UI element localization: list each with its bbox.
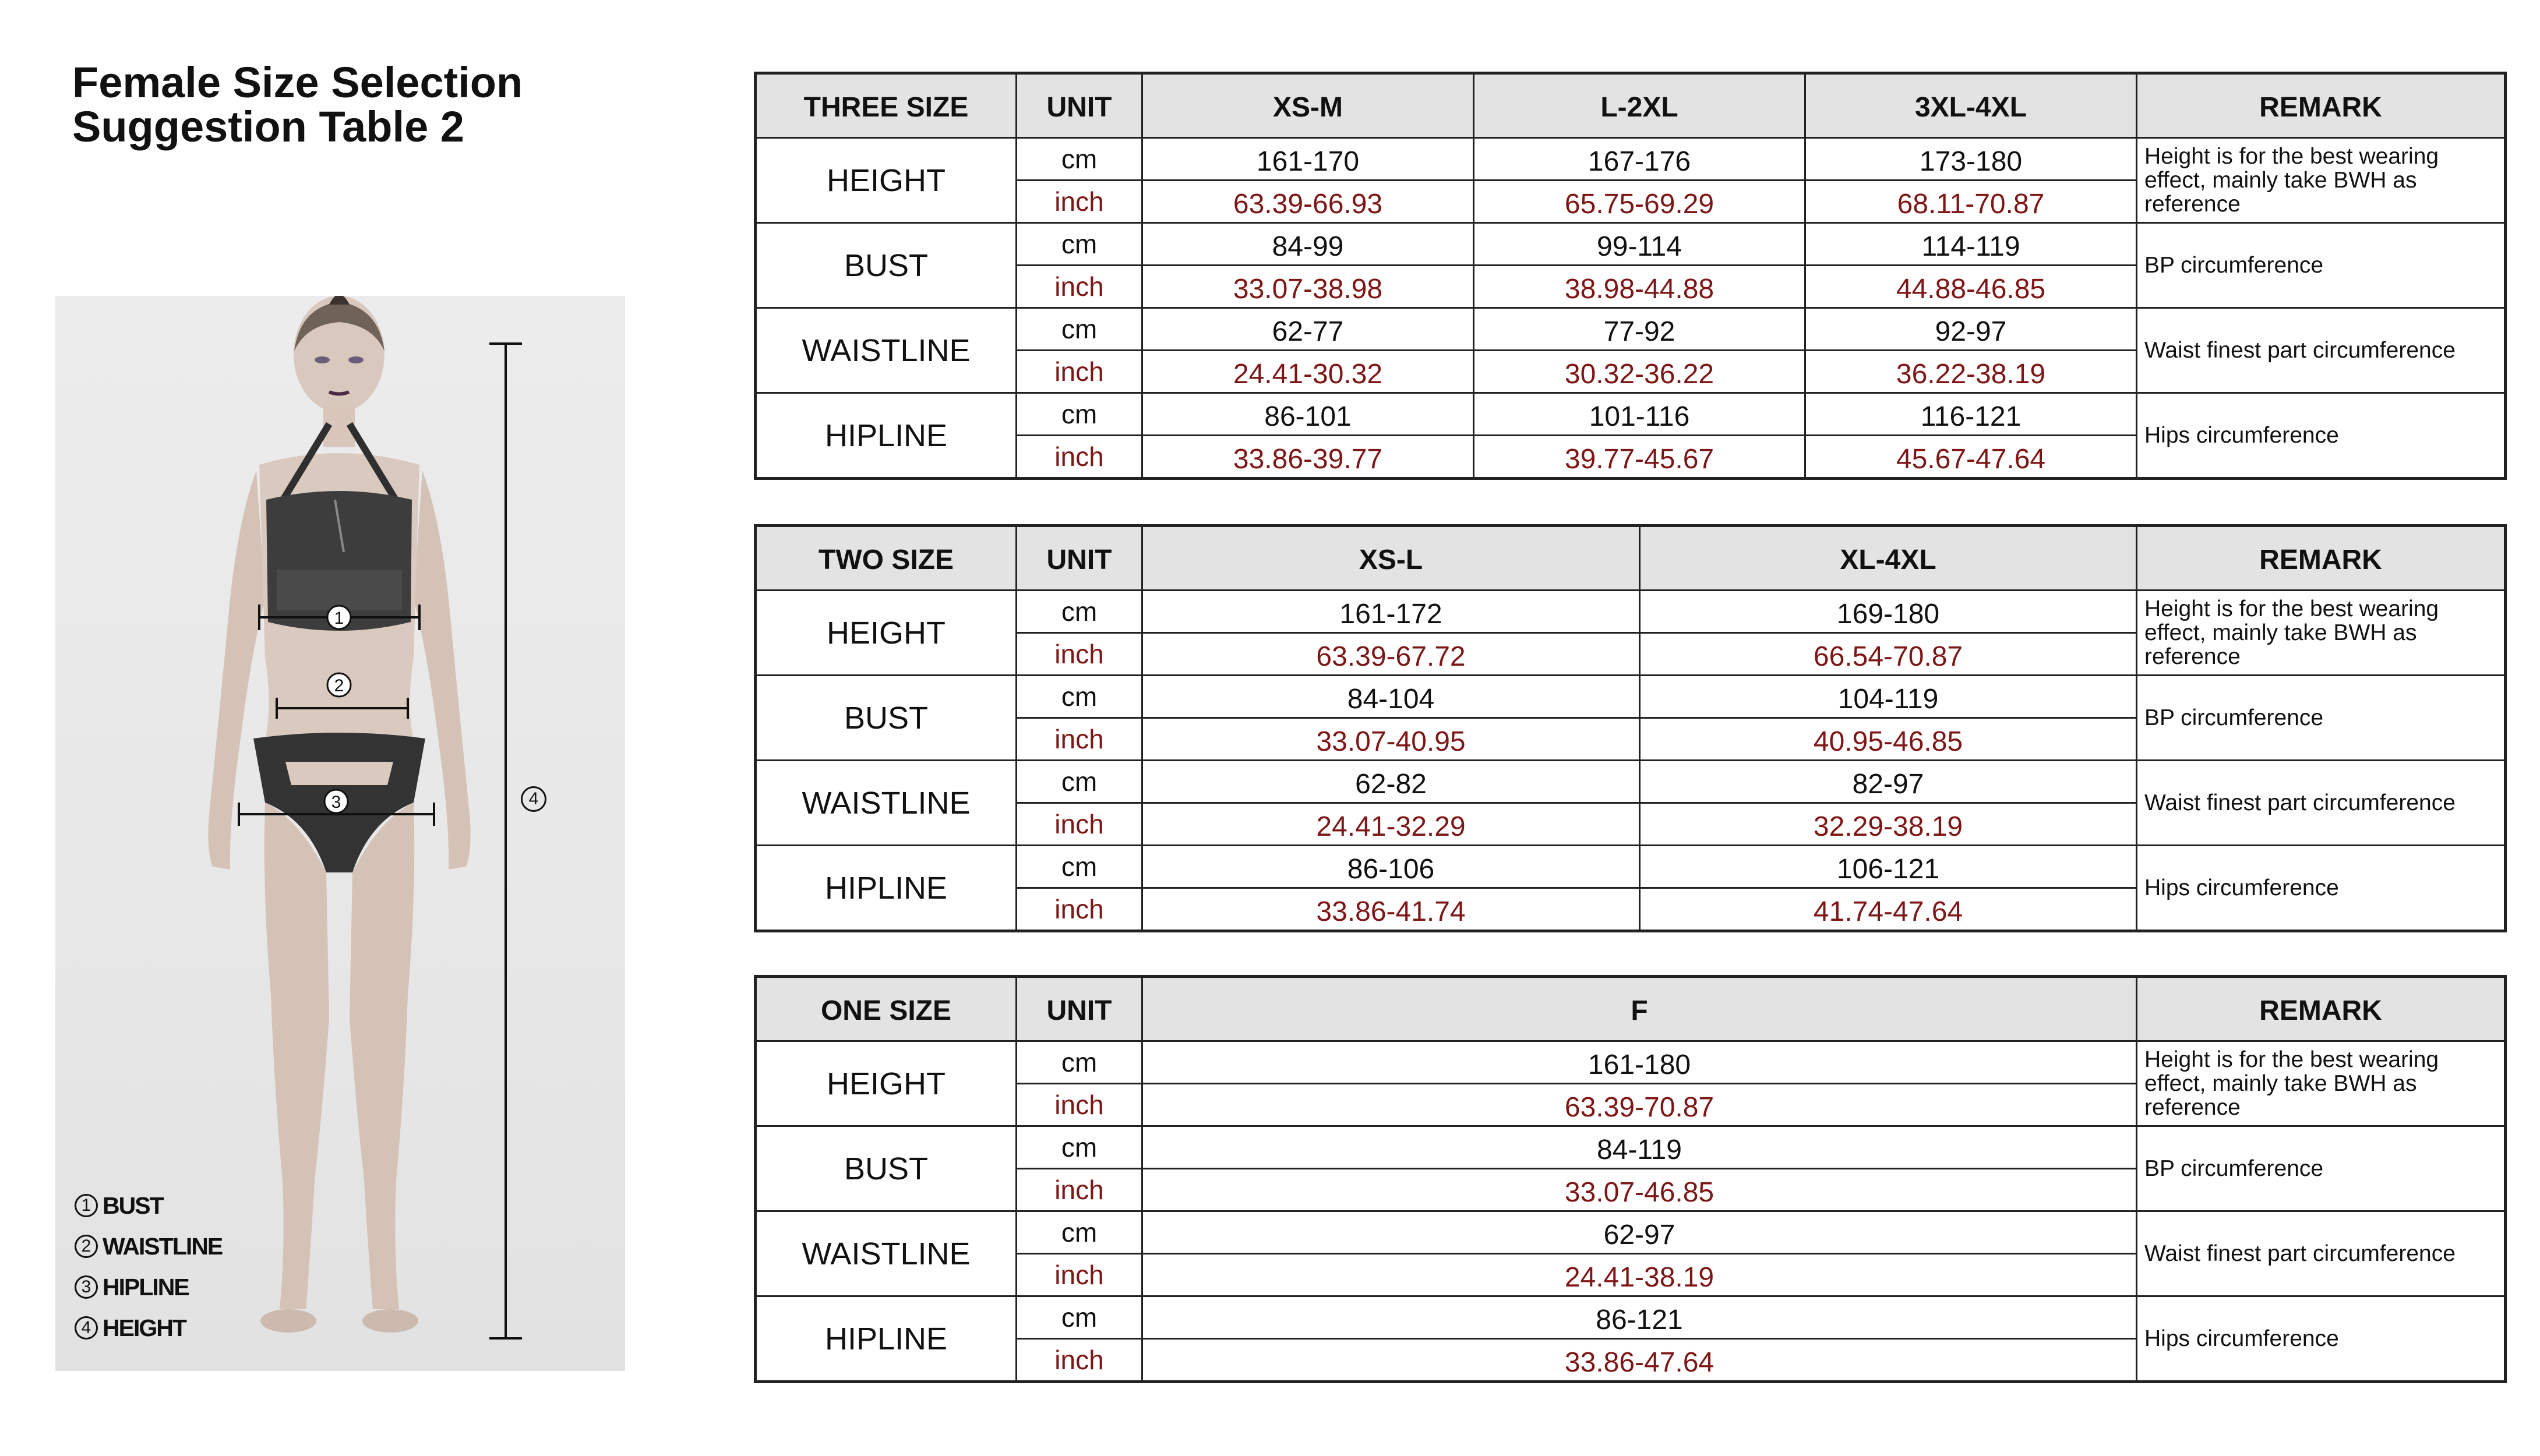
value-cell: 44.88-46.85 — [1805, 266, 2137, 308]
value-cell: 104-119 — [1640, 676, 2137, 718]
unit-cell: inch — [1017, 1254, 1142, 1296]
legend-label: BUST — [103, 1192, 163, 1219]
value-cell: 24.41-32.29 — [1142, 803, 1640, 846]
unit-cell: cm — [1017, 676, 1142, 718]
value-cell: 84-104 — [1142, 676, 1640, 718]
value-cell: 84-119 — [1142, 1126, 2137, 1169]
unit-cell: inch — [1017, 1339, 1142, 1382]
value-cell: 33.07-46.85 — [1142, 1169, 2137, 1211]
value-cell: 33.86-47.64 — [1142, 1339, 2137, 1382]
column-header: 3XL-4XL — [1805, 73, 2137, 138]
marker-1: 1 — [334, 609, 344, 628]
value-cell: 45.67-47.64 — [1805, 436, 2137, 479]
remark-cell: Waist finest part circumference — [2137, 761, 2506, 846]
table-row — [756, 591, 2506, 633]
unit-cell: inch — [1017, 436, 1142, 479]
value-cell: 33.07-40.95 — [1142, 718, 1640, 761]
table-row — [756, 846, 2506, 888]
unit-cell: cm — [1017, 138, 1142, 181]
value-cell: 86-121 — [1142, 1296, 2137, 1339]
table-row — [756, 1126, 2506, 1169]
value-cell: 84-99 — [1142, 223, 1474, 266]
value-cell: 63.39-66.93 — [1142, 181, 1474, 223]
one-size-table — [754, 975, 2507, 1383]
value-cell: 99-114 — [1474, 223, 1805, 266]
column-header: TWO SIZE — [756, 526, 1017, 591]
unit-cell: inch — [1017, 888, 1142, 931]
remark-cell: Hips circumference — [2137, 846, 2506, 931]
unit-cell: cm — [1017, 846, 1142, 888]
unit-cell: inch — [1017, 351, 1142, 393]
legend-label: WAISTLINE — [103, 1232, 223, 1260]
value-cell: 36.22-38.19 — [1805, 351, 2137, 393]
value-cell: 106-121 — [1640, 846, 2137, 888]
column-header: THREE SIZE — [756, 73, 1017, 138]
table-row — [756, 1211, 2506, 1254]
unit-cell: inch — [1017, 633, 1142, 676]
title-line-1: Female Size Selection — [72, 58, 523, 107]
remark-cell: Waist finest part circumference — [2137, 308, 2506, 393]
unit-cell: cm — [1017, 1211, 1142, 1254]
marker-3: 3 — [331, 793, 341, 812]
value-cell: 161-170 — [1142, 138, 1474, 181]
table-header-row — [756, 526, 2506, 591]
remark-cell: Height is for the best wearing effect, mainly take BWH as reference — [2137, 1041, 2506, 1126]
value-cell: 116-121 — [1805, 393, 2137, 436]
legend-item-height — [75, 1307, 308, 1348]
measure-label: BUST — [756, 676, 1017, 761]
column-header: F — [1142, 977, 2137, 1041]
legend-item-hipline — [75, 1267, 308, 1307]
legend-number: 1 — [75, 1194, 98, 1217]
value-cell: 40.95-46.85 — [1640, 718, 2137, 761]
value-cell: 62-77 — [1142, 308, 1474, 351]
column-header: REMARK — [2137, 73, 2506, 138]
table-row — [756, 676, 2506, 718]
legend-item-bust — [75, 1185, 308, 1226]
unit-cell: inch — [1017, 718, 1142, 761]
unit-cell: cm — [1017, 761, 1142, 803]
value-cell: 101-116 — [1474, 393, 1805, 436]
measure-label: BUST — [756, 1126, 1017, 1211]
remark-cell: BP circumference — [2137, 1126, 2506, 1211]
value-cell: 68.11-70.87 — [1805, 181, 2137, 223]
value-cell: 33.86-41.74 — [1142, 888, 1640, 931]
table-row — [756, 223, 2506, 266]
unit-cell: inch — [1017, 1084, 1142, 1126]
column-header: REMARK — [2137, 977, 2506, 1041]
value-cell: 62-97 — [1142, 1211, 2137, 1254]
value-cell: 82-97 — [1640, 761, 2137, 803]
table-row — [756, 138, 2506, 181]
unit-cell: cm — [1017, 223, 1142, 266]
remark-cell: BP circumference — [2137, 676, 2506, 761]
value-cell: 66.54-70.87 — [1640, 633, 2137, 676]
marker-2: 2 — [334, 676, 344, 695]
unit-cell: cm — [1017, 1041, 1142, 1084]
remark-cell: Height is for the best wearing effect, mainly take BWH as reference — [2137, 591, 2506, 676]
two-size-table — [754, 524, 2507, 932]
column-header: XS-M — [1142, 73, 1474, 138]
value-cell: 167-176 — [1474, 138, 1805, 181]
measure-label: HIPLINE — [756, 393, 1017, 479]
remark-cell: Height is for the best wearing effect, mainly take BWH as reference — [2137, 138, 2506, 223]
unit-cell: cm — [1017, 591, 1142, 633]
value-cell: 92-97 — [1805, 308, 2137, 351]
value-cell: 32.29-38.19 — [1640, 803, 2137, 846]
value-cell: 39.77-45.67 — [1474, 436, 1805, 479]
remark-cell: Hips circumference — [2137, 393, 2506, 479]
unit-cell: cm — [1017, 1126, 1142, 1169]
value-cell: 38.98-44.88 — [1474, 266, 1805, 308]
value-cell: 169-180 — [1640, 591, 2137, 633]
value-cell: 86-101 — [1142, 393, 1474, 436]
value-cell: 63.39-70.87 — [1142, 1084, 2137, 1126]
three-size-table — [754, 72, 2507, 480]
marker-4: 4 — [521, 786, 546, 812]
legend-label: HEIGHT — [103, 1314, 186, 1341]
table-row — [756, 1296, 2506, 1339]
unit-cell: cm — [1017, 1296, 1142, 1339]
value-cell: 33.07-38.98 — [1142, 266, 1474, 308]
unit-cell: cm — [1017, 393, 1142, 436]
legend-item-waistline — [75, 1226, 308, 1267]
measure-label: WAISTLINE — [756, 1211, 1017, 1296]
column-header: REMARK — [2137, 526, 2506, 591]
legend-label: HIPLINE — [103, 1273, 189, 1300]
table-row — [756, 393, 2506, 436]
measure-label: HIPLINE — [756, 846, 1017, 931]
table-row — [756, 761, 2506, 803]
table-header-row — [756, 977, 2506, 1041]
value-cell: 30.32-36.22 — [1474, 351, 1805, 393]
value-cell: 77-92 — [1474, 308, 1805, 351]
legend-number: 4 — [75, 1316, 98, 1340]
measure-label: HEIGHT — [756, 591, 1017, 676]
measure-label: WAISTLINE — [756, 308, 1017, 393]
value-cell: 24.41-30.32 — [1142, 351, 1474, 393]
measurement-legend — [75, 1185, 308, 1348]
page-title — [72, 58, 597, 151]
legend-number: 2 — [75, 1235, 98, 1258]
measure-label: HEIGHT — [756, 1041, 1017, 1126]
measure-label: WAISTLINE — [756, 761, 1017, 846]
column-header: UNIT — [1017, 73, 1142, 138]
legend-number: 3 — [75, 1275, 98, 1299]
remark-cell: Hips circumference — [2137, 1296, 2506, 1382]
table-row — [756, 308, 2506, 351]
measure-label: BUST — [756, 223, 1017, 308]
column-header: XL-4XL — [1640, 526, 2137, 591]
measure-label: HIPLINE — [756, 1296, 1017, 1382]
table-header-row — [756, 73, 2506, 138]
column-header: L-2XL — [1474, 73, 1805, 138]
value-cell: 114-119 — [1805, 223, 2137, 266]
value-cell: 63.39-67.72 — [1142, 633, 1640, 676]
column-header: UNIT — [1017, 526, 1142, 591]
unit-cell: inch — [1017, 803, 1142, 846]
table-row — [756, 1041, 2506, 1084]
column-header: UNIT — [1017, 977, 1142, 1041]
value-cell: 65.75-69.29 — [1474, 181, 1805, 223]
value-cell: 33.86-39.77 — [1142, 436, 1474, 479]
title-line-2: Suggestion Table 2 — [72, 103, 464, 151]
value-cell: 24.41-38.19 — [1142, 1254, 2137, 1296]
remark-cell: Waist finest part circumference — [2137, 1211, 2506, 1296]
value-cell: 161-180 — [1142, 1041, 2137, 1084]
value-cell: 62-82 — [1142, 761, 1640, 803]
column-header: XS-L — [1142, 526, 1640, 591]
remark-cell: BP circumference — [2137, 223, 2506, 308]
unit-cell: cm — [1017, 308, 1142, 351]
unit-cell: inch — [1017, 266, 1142, 308]
value-cell: 86-106 — [1142, 846, 1640, 888]
unit-cell: inch — [1017, 1169, 1142, 1211]
value-cell: 173-180 — [1805, 138, 2137, 181]
column-header: ONE SIZE — [756, 977, 1017, 1041]
measure-label: HEIGHT — [756, 138, 1017, 223]
value-cell: 161-172 — [1142, 591, 1640, 633]
value-cell: 41.74-47.64 — [1640, 888, 2137, 931]
unit-cell: inch — [1017, 181, 1142, 223]
